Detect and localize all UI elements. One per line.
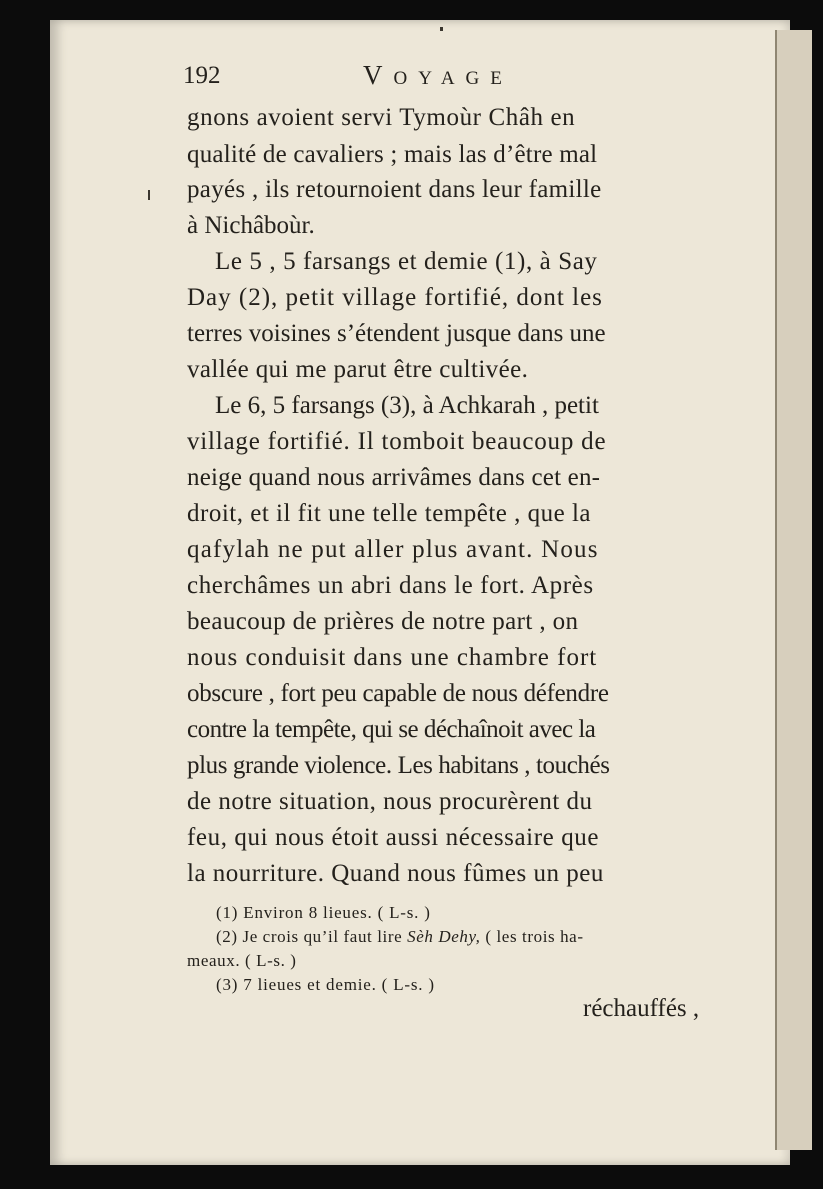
footnote: meaux. ( L-s. ) [187,951,297,970]
body-line: Day (2), petit village fortifié, dont les [187,284,603,311]
body-line: de notre situation, nous procurèrent du [187,788,593,815]
margin-speck [440,27,443,31]
body-line: cherchâmes un abri dans le fort. Après [187,572,594,599]
body-line: Le 6, 5 farsangs (3), à Achkarah , petit [215,392,599,419]
footnote: (3) 7 lieues et demie. ( L-s. ) [216,975,435,994]
body-line: à Nichâboùr. [187,212,315,239]
body-line: beaucoup de prières de notre part , on [187,608,579,635]
body-line: gnons avoient servi Tymoùr Châh en [187,104,576,131]
page-number: 192 [183,62,221,89]
body-line: nous conduisit dans une chambre fort [187,644,598,671]
margin-speck [148,190,150,200]
body-line: plus grande violence. Les habitans , touchés [187,752,610,779]
body-line: Le 5 , 5 farsangs et demie (1), à Say [215,248,598,275]
catchword: réchauffés , [583,995,700,1022]
body-line: payés , ils retournoient dans leur famille [187,176,602,203]
body-line: vallée qui me parut être cultivée. [187,356,529,383]
body-line: qafylah ne put aller plus avant. Nous [187,536,599,563]
body-line: neige quand nous arrivâmes dans cet en- [187,464,601,491]
running-title: Voyage [363,60,513,90]
footnote: (1) Environ 8 lieues. ( L-s. ) [216,903,431,922]
facing-page-edge [775,30,812,1150]
body-line: obscure , fort peu capable de nous défendre [187,680,609,707]
body-line: la nourriture. Quand nous fûmes un peu [187,860,604,887]
body-line: village fortifié. Il tomboit beaucoup de [187,428,607,455]
body-line: droit, et il fit une telle tempête , que la [187,500,592,527]
body-line: contre la tempête, qui se déchaînoit avec la [187,716,596,743]
body-line: feu, qui nous étoit aussi nécessaire que [187,824,600,851]
footnote: (2) Je crois qu’il faut lire Sèh Dehy, ( les trois ha- [216,927,584,946]
body-line: qualité de cavaliers ; mais las d’être mal [187,141,598,168]
body-line: terres voisines s’étendent jusque dans une [187,320,606,347]
